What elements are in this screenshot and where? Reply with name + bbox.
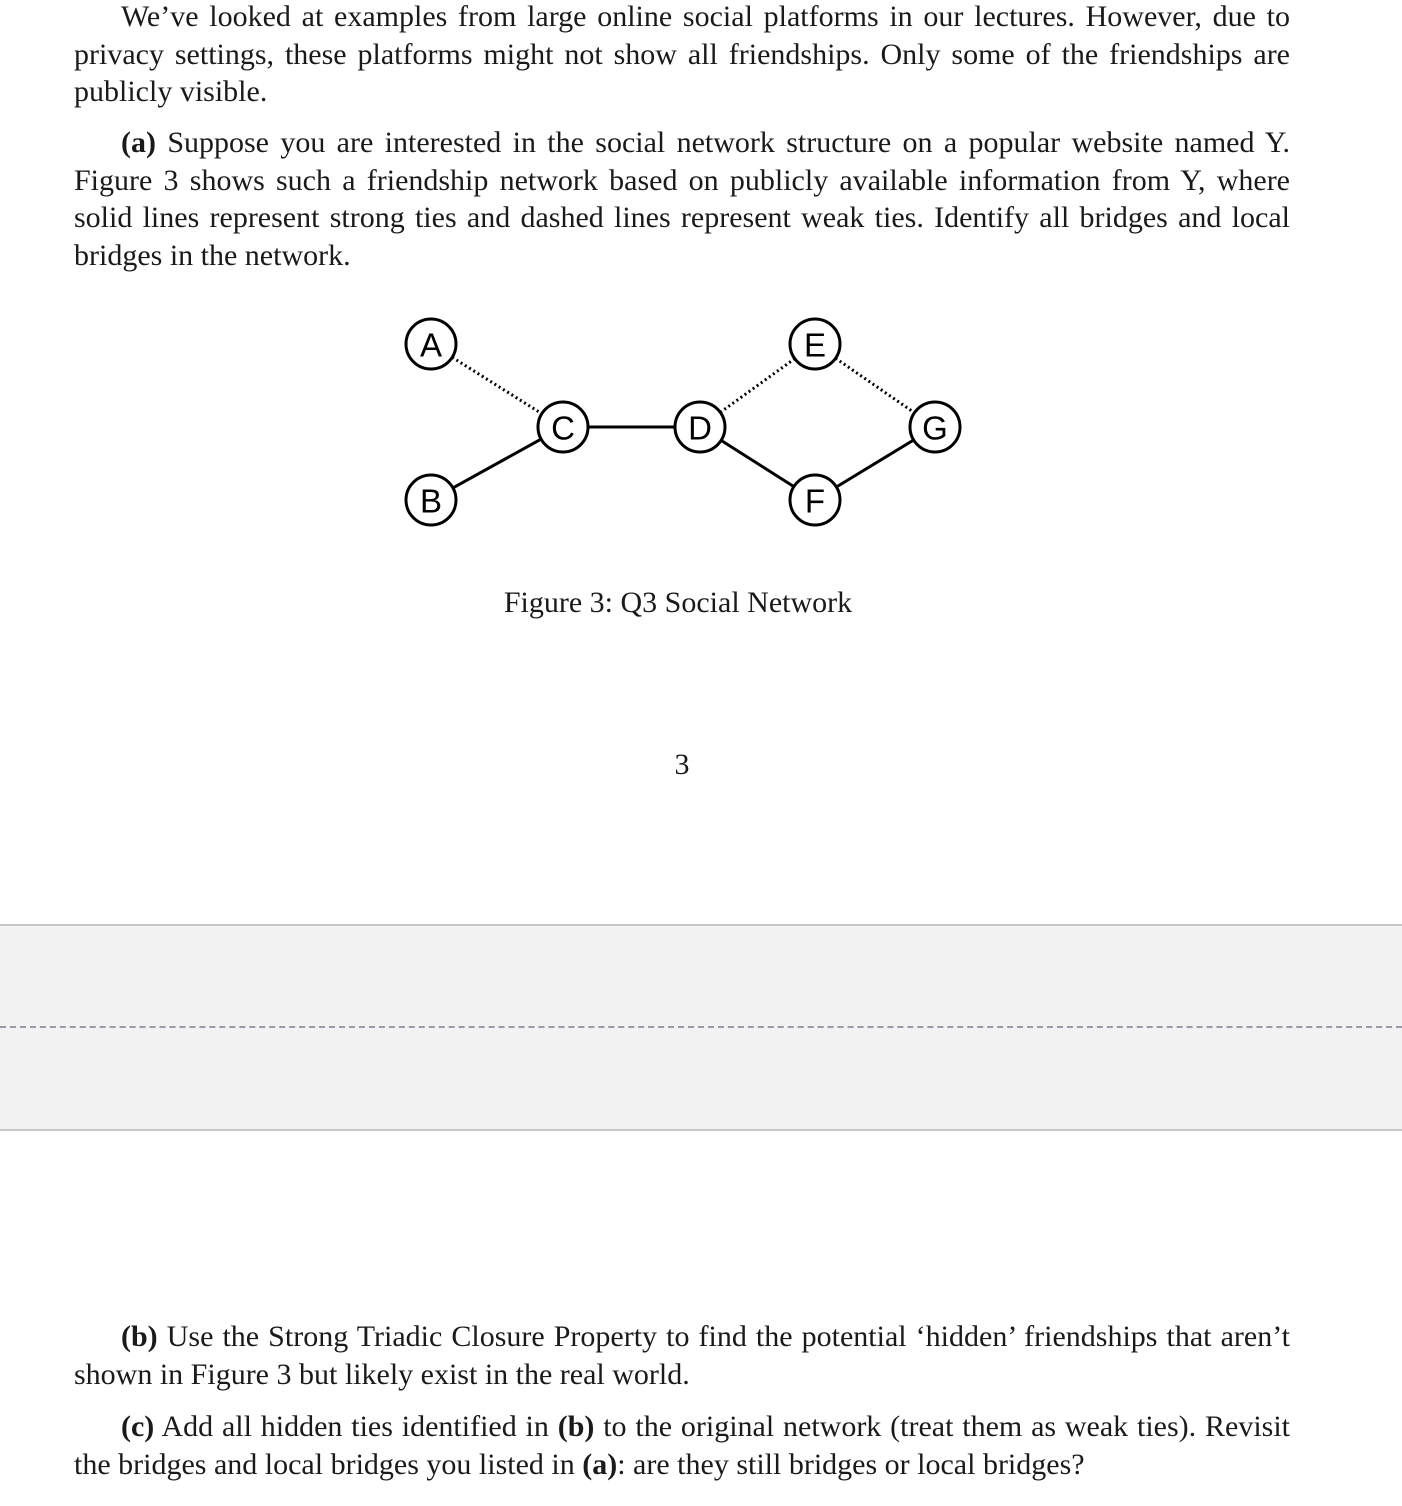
social-network-figure [395,312,975,537]
node-f [790,475,840,525]
node-c [538,402,588,452]
node-label: A [419,326,443,364]
edge-b-c-strong [453,439,541,488]
node-d [675,402,725,452]
question-a-paragraph [74,124,1290,274]
question-c-label: (c) [121,1410,155,1443]
question-c-ref-b: (b) [557,1410,595,1443]
node-e [790,319,840,369]
question-a-label: (a) [121,126,156,159]
edge-d-e-weak [720,359,794,413]
edge-f-g-strong [836,440,913,487]
page-gap [0,924,1402,1131]
intro-text: We’ve looked at examples from large online social platforms in our lectures. However, due to privacy settings, these platforms might not show all friendships. Only some of the friendships are publicly visible. [74,0,1290,108]
question-c-paragraph [74,1408,1290,1483]
network-graph [395,312,975,537]
question-a-text: Suppose you are interested in the social network structure on a popular website named Y. Figure 3 shows such a friendship network based on publicly available information from Y, where solid lines represent strong ties and dashed lines represent weak ties. Identify all bridges and local bridges in the network. [74,126,1290,272]
edge-d-f-strong [721,440,794,486]
figure-caption: Figure 3: Q3 Social Network [503,586,853,619]
edge-a-c-weak [452,357,542,413]
page-break-line [0,1026,1402,1028]
question-c-text-2: to the original network (treat them as weak ties). Revisit the bridges and local bridges you listed in [74,1410,1290,1481]
node-g [910,402,960,452]
node-label: B [419,482,443,520]
question-b-label: (b) [121,1320,158,1353]
intro-paragraph [74,0,1290,111]
question-b-text: Use the Strong Triadic Closure Property to find the potential ‘hidden’ friendships that aren’t shown in Figure 3 but likely exist in the real world. [74,1320,1290,1391]
node-label: E [803,326,827,364]
node-label: C [551,409,575,447]
question-c-text-1: Add all hidden ties identified in [154,1410,558,1443]
node-b [406,475,456,525]
node-a [406,319,456,369]
question-b-paragraph [74,1318,1290,1393]
edge-e-g-weak [836,358,915,413]
nodes-layer [406,319,960,525]
page-number: 3 [674,748,690,781]
question-c-ref-a: (a) [582,1447,618,1481]
node-label: F [804,482,826,520]
question-c-text-3: : are they still bridges or local bridges? [617,1447,1085,1481]
node-label: G [922,409,948,447]
node-label: D [688,409,712,447]
